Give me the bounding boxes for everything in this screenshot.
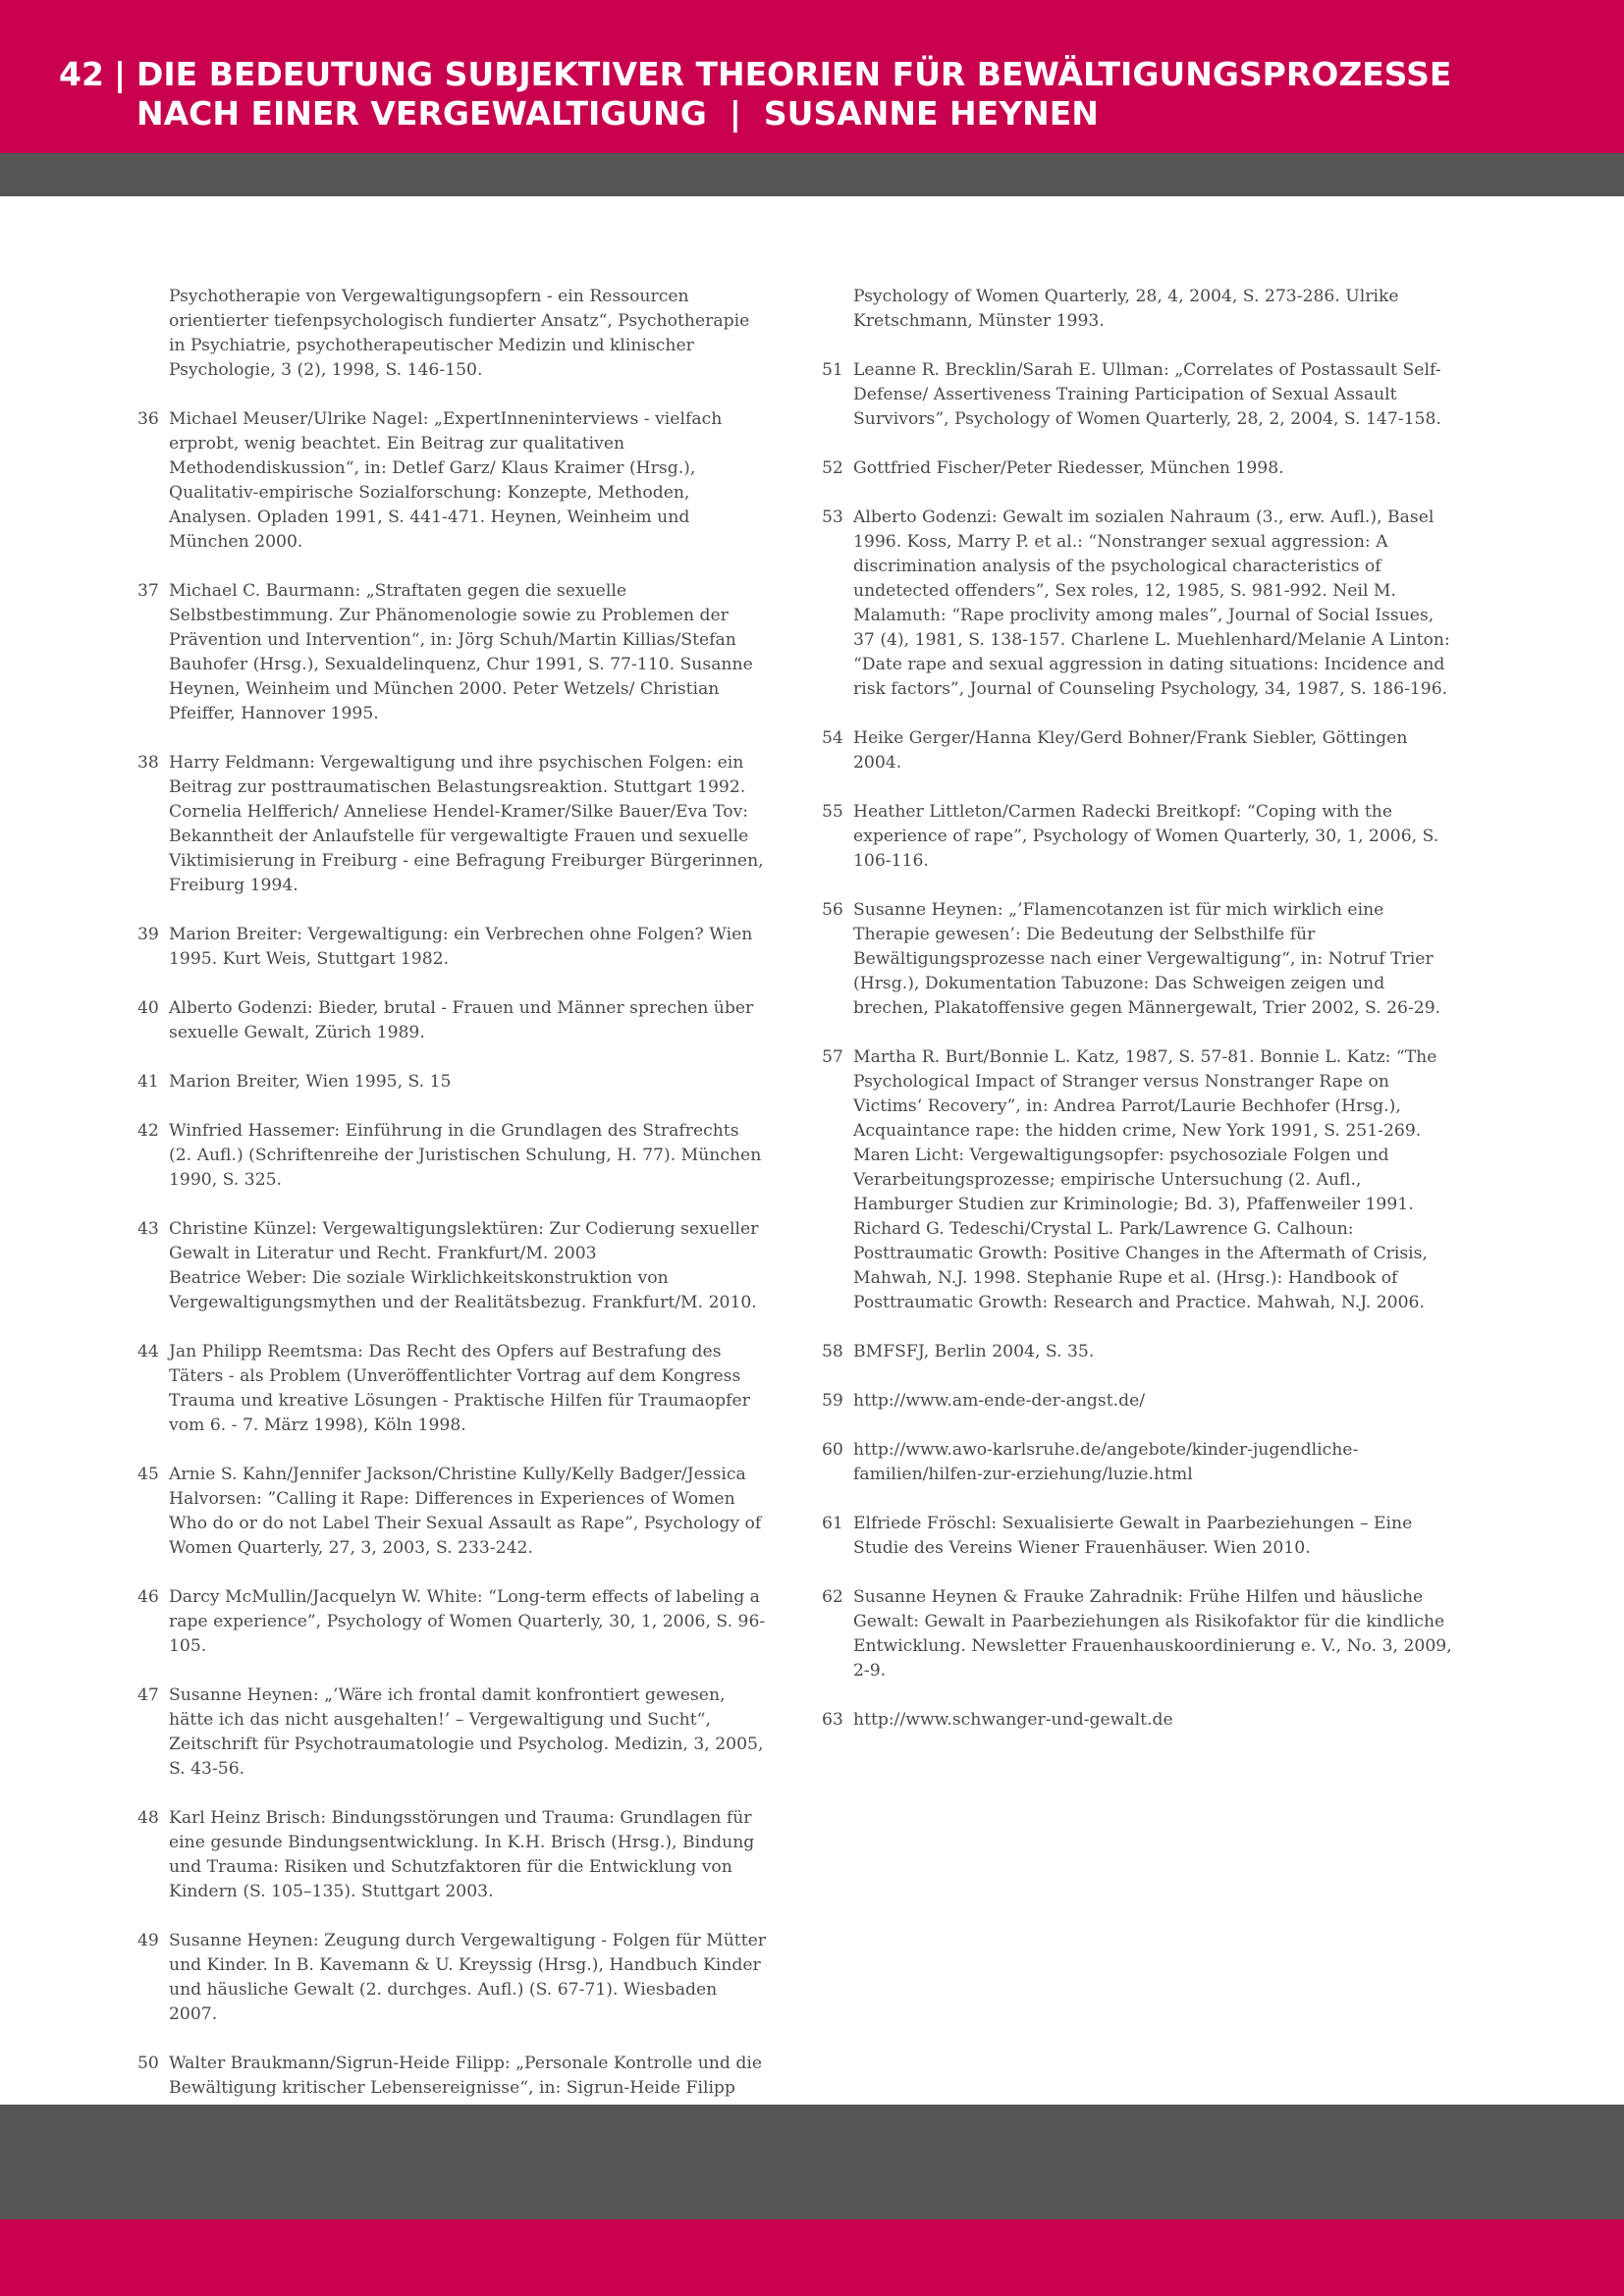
footnote-text: Jan Philipp Reemtsma: Das Recht des Opfers auf Bestrafung des Täters - als Problem (Unveröffentlichter Vortrag auf dem Kongress Trauma und kreative Lösungen - Praktische Hilfen für Traumaopfer vom 6. - 7. März 1998), Köln 1998. — [169, 1342, 750, 1435]
footnote-number: 48 — [137, 1808, 159, 1828]
footnote-text: Psychotherapie von Vergewaltigungsopfern - ein Ressourcen orientierter tiefenpsychologisch fundierter Ansatz“, Psychotherapie in Psychiatrie, psychotherapeutischer Medizin und klinischer Psychologie, 3 (2), 1998, S. 146-150. — [169, 287, 750, 380]
footnote — [137, 923, 766, 972]
footnote — [822, 506, 1455, 702]
footnote — [137, 1806, 766, 1904]
footnote-number: 46 — [137, 1587, 159, 1607]
footnote-number: 58 — [822, 1342, 843, 1362]
footnote — [137, 1340, 766, 1438]
footnote-text: Psychology of Women Quarterly, 28, 4, 2004, S. 273-286. Ulrike Kretschmann, Münster 1993. — [853, 287, 1399, 331]
footnote-number: 42 — [137, 1121, 159, 1141]
footnote-text: Leanne R. Brecklin/Sarah E. Ullman: „Correlates of Postassault Self-Defense/ Assertiveness Training Participation of Sexual Assault Survivors”, Psychology of Women Quarterly, 28, 2, 2004, S. 147-158. — [853, 360, 1441, 429]
footnote — [822, 358, 1455, 432]
footnote — [822, 1438, 1455, 1487]
footnote-number: 38 — [137, 753, 159, 773]
footnote-number: 43 — [137, 1219, 159, 1239]
footnote — [137, 579, 766, 726]
footnote-text: Heike Gerger/Hanna Kley/Gerd Bohner/Frank Siebler, Göttingen 2004. — [853, 728, 1408, 773]
footnote-number: 50 — [137, 2054, 159, 2073]
footnote — [137, 751, 766, 898]
footnote-number — [822, 285, 853, 334]
left-notes-column — [137, 285, 766, 2223]
footnote-text: Gottfried Fischer/Peter Riedesser, München 1998. — [853, 458, 1284, 478]
footnote — [137, 1929, 766, 2027]
header-title — [59, 55, 1451, 133]
footnote — [137, 1463, 766, 1561]
footnote — [137, 285, 766, 383]
footnote — [822, 1045, 1455, 1315]
footnote-text: Elfriede Fröschl: Sexualisierte Gewalt in Paarbeziehungen – Eine Studie des Vereins Wiener Frauenhäuser. Wien 2010. — [853, 1514, 1413, 1558]
footnote — [822, 1340, 1455, 1364]
footnote-text: Michael C. Baurmann: „Straftaten gegen die sexuelle Selbstbestimmung. Zur Phänomenologie sowie zu Problemen der Prävention und Intervention“, in: Jörg Schuh/Martin Killias/Stefan Bauhofer (Hrsg.), Sexualdelinquenz, Chur 1991, S. 77-110. Susanne Heynen, Weinheim und München 2000. Peter Wetzels/ Christian Pfeiffer, Hannover 1995. — [169, 581, 753, 723]
footnote — [822, 1708, 1455, 1733]
footnote — [137, 1217, 766, 1315]
footnote-number: 41 — [137, 1072, 159, 1092]
footnote-number: 44 — [137, 1342, 159, 1362]
footnote — [822, 1389, 1455, 1414]
footnote-number: 63 — [822, 1710, 843, 1730]
header-title-line-1: DIE BEDEUTUNG SUBJEKTIVER THEORIEN FÜR BEWÄLTIGUNGSPROZESSE — [136, 55, 1452, 93]
footer-band — [0, 2105, 1624, 2219]
footnote-text: Alberto Godenzi: Gewalt im sozialen Nahraum (3., erw. Aufl.), Basel 1996. Koss, Marry P. et al.: “Nonstranger sexual aggression: A discrimination analysis of the psychological characteristics of undetected offenders”, Sex roles, 12, 1985, S. 981-992. Neil M. Malamuth: “Rape proclivity among males”, Journal of Social Issues, 37 (4), 1981, S. 138-157. Charlene L. Muehlenhard/Melanie A Linton: “Date rape and sexual aggression in dating situations: Incidence and risk factors”, Journal of Counseling Psychology, 34, 1987, S. 186-196. — [853, 507, 1450, 699]
footnote-text: Arnie S. Kahn/Jennifer Jackson/Christine Kully/Kelly Badger/Jessica Halvorsen: ”Calling it Rape: Differences in Experiences of Women Who do or do not Label Their Sexual Assault as Rape”, Psychology of Women Quarterly, 27, 3, 2003, S. 233-242. — [169, 1465, 762, 1558]
footnote-number: 53 — [822, 507, 843, 527]
footnote-number: 37 — [137, 581, 159, 601]
footnote — [137, 1683, 766, 1782]
footnote-text: Alberto Godenzi: Bieder, brutal - Frauen und Männer sprechen über sexuelle Gewalt, Zürich 1989. — [169, 998, 754, 1042]
footnote-number: 55 — [822, 802, 843, 822]
footnote — [822, 726, 1455, 775]
footnote — [822, 1585, 1455, 1683]
footnote-text: Winfried Hassemer: Einführung in die Grundlagen des Strafrechts (2. Aufl.) (Schriftenreihe der Juristischen Schulung, H. 77). München 1990, S. 325. — [169, 1121, 762, 1190]
footnote-text: Michael Meuser/Ulrike Nagel: „ExpertInneninterviews - vielfach erprobt, wenig beachtet. Ein Beitrag zur qualitativen Methodendiskussion“, in: Detlef Garz/ Klaus Kraimer (Hrsg.), Qualitativ-empirische Sozialforschung: Konzepte, Methoden, Analysen. Opladen 1991, S. 441-471. Heynen, Weinheim und München 2000. — [169, 409, 723, 552]
footnote-number: 36 — [137, 409, 159, 429]
footnote-text: Susanne Heynen: „’Wäre ich frontal damit konfrontiert gewesen, hätte ich das nicht ausgehalten!’ – Vergewaltigung und Sucht“, Zeitschrift für Psychotraumatologie und Psycholog. Medizin, 3, 2005, S. 43-56. — [169, 1685, 764, 1779]
footnote-number: 47 — [137, 1685, 159, 1705]
footnote-text: Martha R. Burt/Bonnie L. Katz, 1987, S. 57-81. Bonnie L. Katz: “The Psychological Impact of Stranger versus Nonstranger Rape on Victims‘ Recovery”, in: Andrea Parrot/Laurie Bechhofer (Hrsg.), Acquaintance rape: the hidden crime, New York 1991, S. 251-269. Maren Licht: Vergewaltigungsopfer: psychosoziale Folgen und Verarbeitungsprozesse; empirische Untersuchung (2. Aufl., Hamburger Studien zur Kriminologie; Bd. 3), Pfaffenweiler 1991. Richard G. Tedeschi/Crystal L. Park/Lawrence G. Calhoun: Posttraumatic Growth: Positive Changes in the Aftermath of Crisis, Mahwah, N.J. 1998. Stephanie Rupe et al. (Hrsg.): Handbook of Posttraumatic Growth: Research and Practice. Mahwah, N.J. 2006. — [853, 1047, 1437, 1312]
footnote-number: 62 — [822, 1587, 843, 1607]
footnote — [822, 285, 1455, 334]
header-band — [0, 153, 1624, 196]
footnote — [137, 1070, 766, 1095]
footnote-number: 57 — [822, 1047, 843, 1067]
footnote-text: http://www.am-ende-der-angst.de/ — [853, 1391, 1146, 1411]
footnote — [137, 1585, 766, 1659]
footnote-text: http://www.schwanger-und-gewalt.de — [853, 1710, 1173, 1730]
footnote-number: 51 — [822, 360, 843, 380]
footnote-text: Susanne Heynen: Zeugung durch Vergewaltigung - Folgen für Mütter und Kinder. In B. Kavemann & U. Kreyssig (Hrsg.), Handbuch Kinder und häusliche Gewalt (2. durchges. Aufl.) (S. 67-71). Wiesbaden 2007. — [169, 1931, 767, 2024]
footnote-text: Susanne Heynen: „’Flamencotanzen ist für mich wirklich eine Therapie gewesen’: Die Bedeutung der Selbsthilfe für Bewältigungsprozesse nach einer Vergewaltigung“, in: Notruf Trier (Hrsg.), Dokumentation Tabuzone: Das Schweigen zeigen und brechen, Plakatoffensive gegen Männergewalt, Trier 2002, S. 26-29. — [853, 900, 1441, 1018]
footnote-text: Walter Braukmann/Sigrun-Heide Filipp: „Personale Kontrolle und die Bewältigung kritischer Lebensereignisse“, in: Sigrun-Heide Filipp — [169, 2054, 763, 2098]
footer-bar — [0, 2219, 1624, 2296]
right-notes-column — [822, 285, 1455, 1757]
footnote-number: 39 — [137, 925, 159, 944]
footnote — [137, 1119, 766, 1193]
footnote-number: 52 — [822, 458, 843, 478]
footnote-number: 54 — [822, 728, 843, 748]
footnote-text: BMFSFJ, Berlin 2004, S. 35. — [853, 1342, 1095, 1362]
footnote-number: 61 — [822, 1514, 843, 1533]
footnote — [822, 456, 1455, 481]
footnote-text: http://www.awo-karlsruhe.de/angebote/kinder-jugendliche-familien/hilfen-zur-erziehung/luzie.html — [853, 1440, 1359, 1484]
header-title-line-2: NACH EINER VERGEWALTIGUNG | SUSANNE HEYNEN — [136, 94, 1099, 133]
footnote — [822, 1512, 1455, 1561]
footnote-number: 56 — [822, 900, 843, 920]
footnote-text: Heather Littleton/Carmen Radecki Breitkopf: “Coping with the experience of rape”, Psychology of Women Quarterly, 30, 1, 2006, S. 106-116. — [853, 802, 1439, 871]
footnote — [822, 898, 1455, 1021]
footnote-number — [137, 285, 169, 383]
footnote-number: 60 — [822, 1440, 843, 1460]
header-separator: | — [113, 55, 126, 93]
footnote-text: Christine Künzel: Vergewaltigungslektüren: Zur Codierung sexueller Gewalt in Literatur und Recht. Frankfurt/M. 2003 Beatrice Weber: Die soziale Wirklichkeitskonstruktion von Vergewaltigungsmythen und der Realitätsbezug. Frankfurt/M. 2010. — [169, 1219, 759, 1312]
footnote — [137, 407, 766, 555]
footnote-text: Darcy McMullin/Jacquelyn W. White: “Long-term effects of labeling a rape experience”, Psychology of Women Quarterly, 30, 1, 2006, S. 96-105. — [169, 1587, 766, 1656]
footnote-text: Karl Heinz Brisch: Bindungsstörungen und Trauma: Grundlagen für eine gesunde Bindungsentwicklung. In K.H. Brisch (Hrsg.), Bindung und Trauma: Risiken und Schutzfaktoren für die Entwicklung von Kindern (S. 105–135). Stuttgart 2003. — [169, 1808, 755, 1901]
page-number: 42 — [59, 55, 104, 93]
page-header — [0, 0, 1624, 153]
footnote — [822, 800, 1455, 874]
footnote — [137, 996, 766, 1045]
footnote-number: 45 — [137, 1465, 159, 1484]
footnote-number: 40 — [137, 998, 159, 1018]
footnote-text: Harry Feldmann: Vergewaltigung und ihre psychischen Folgen: ein Beitrag zur posttraumatischen Belastungsreaktion. Stuttgart 1992. Cornelia Helfferich/ Anneliese Hendel-Kramer/Silke Bauer/Eva Tov: Bekanntheit der Anlaufstelle für vergewaltigte Frauen und sexuelle Viktimisierung in Freiburg - eine Befragung Freiburger Bürgerinnen, Freiburg 1994. — [169, 753, 764, 895]
footnote-text: Marion Breiter, Wien 1995, S. 15 — [169, 1072, 452, 1092]
footnote-text: Susanne Heynen & Frauke Zahradnik: Frühe Hilfen und häusliche Gewalt: Gewalt in Paarbeziehungen als Risikofaktor für die kindliche Entwicklung. Newsletter Frauenhauskoordinierung e. V., No. 3, 2009, 2-9. — [853, 1587, 1452, 1681]
footnote-number: 59 — [822, 1391, 843, 1411]
footnote-number: 49 — [137, 1931, 159, 1950]
footnote-text: Marion Breiter: Vergewaltigung: ein Verbrechen ohne Folgen? Wien 1995. Kurt Weis, Stuttgart 1982. — [169, 925, 753, 969]
